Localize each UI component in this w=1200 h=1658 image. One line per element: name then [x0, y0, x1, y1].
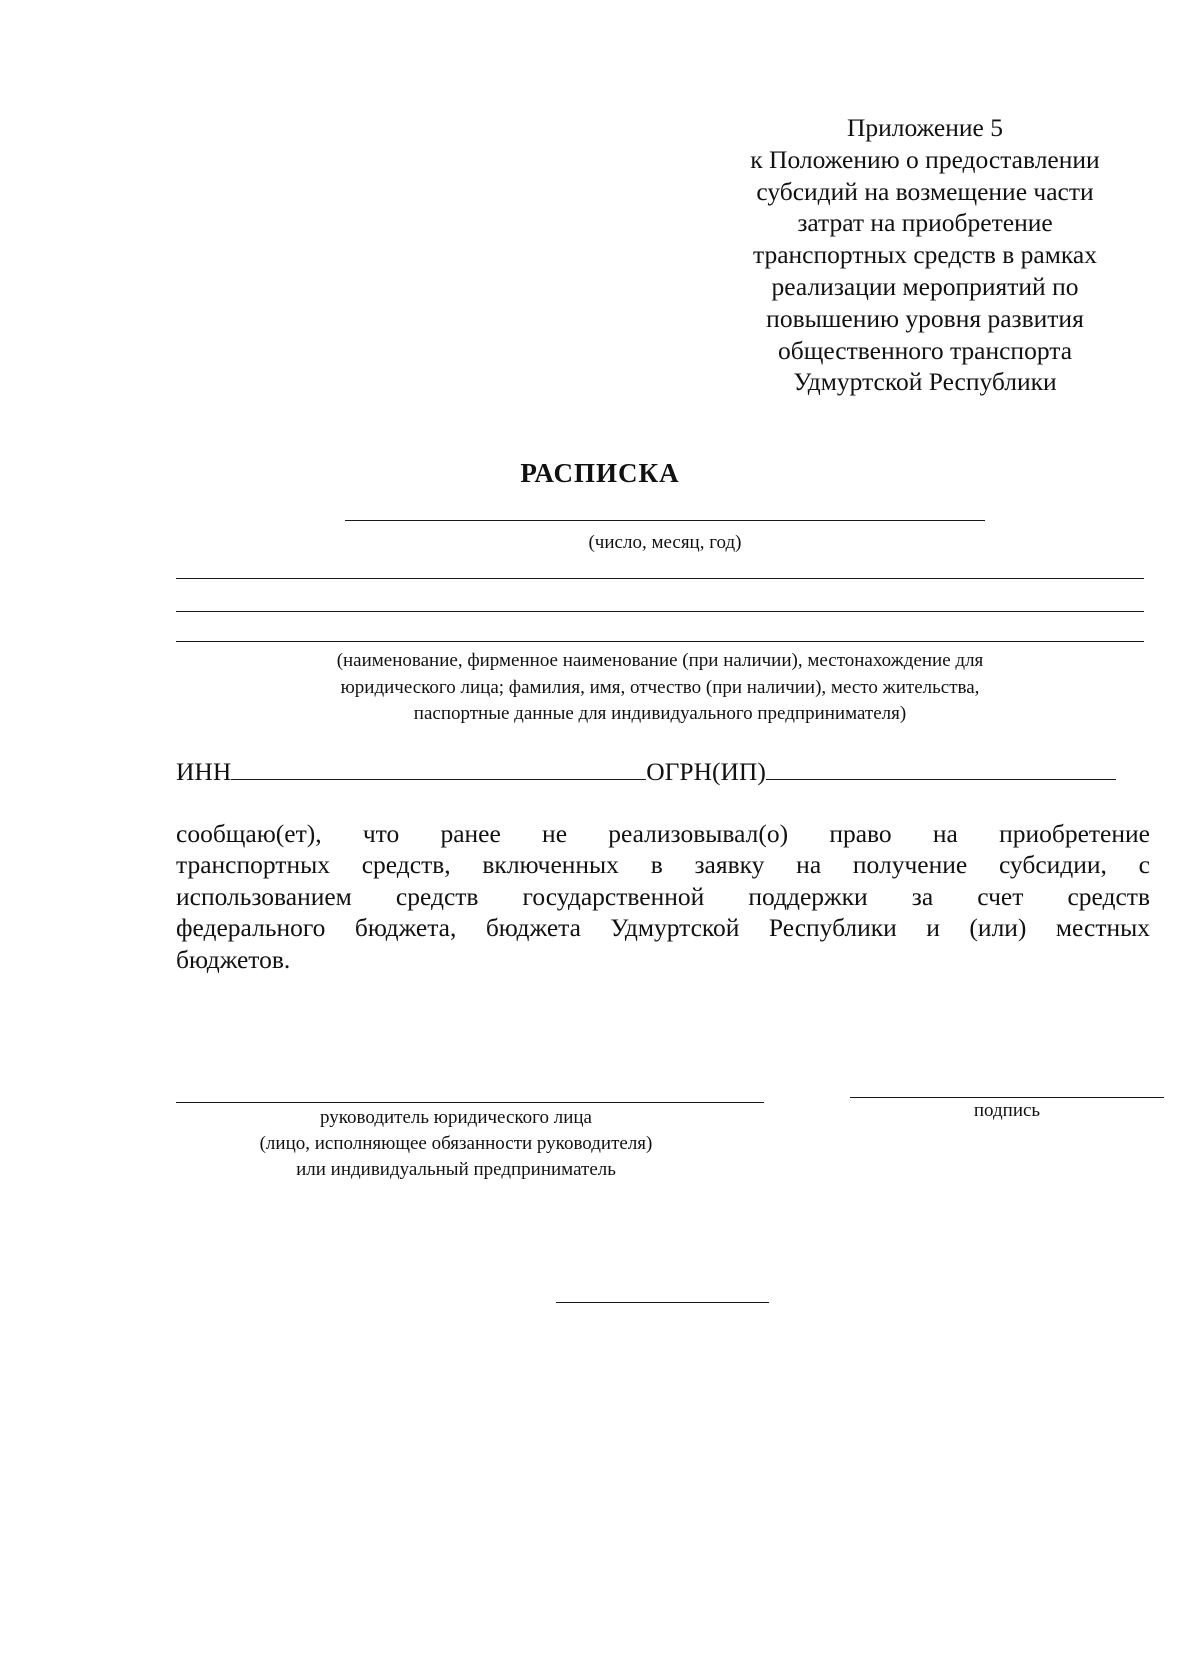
statement-line: транспортных средств, включенных в заявку на получение субсидии, с	[176, 850, 1150, 880]
statement-line: использованием средств государственной поддержки за счет средств	[176, 881, 1150, 911]
appendix-line: реализации мероприятий по	[771, 271, 1079, 301]
head-name-line[interactable]	[176, 1102, 764, 1103]
appendix-line: общественного транспорта	[777, 335, 1073, 365]
appendix-line: повышению уровня развития	[766, 303, 1084, 333]
signature-line[interactable]	[850, 1097, 1164, 1098]
ogrn-label: ОГРН(ИП)	[646, 757, 766, 786]
name-line-2[interactable]	[176, 611, 1144, 612]
date-caption-text: (число, месяц, год)	[588, 532, 742, 553]
signature-caption: подпись	[973, 1100, 1041, 1121]
name-caption-line: паспортные данные для индивидуального предпринимателя)	[413, 703, 907, 724]
appendix-line: транспортных средств в рамках	[753, 240, 1097, 270]
name-caption-line: юридического лица; фамилия, имя, отчество (при наличии), место жительства,	[340, 676, 980, 698]
name-line-1[interactable]	[176, 578, 1144, 579]
inn-ogrn-row	[176, 757, 1116, 787]
head-caption	[176, 1105, 736, 1183]
appendix-line: Удмуртской Республики	[793, 367, 1057, 397]
name-caption	[176, 648, 1144, 728]
appendix-line: субсидий на возмещение части	[756, 176, 1094, 206]
head-caption-line: или индивидуальный предприниматель	[296, 1159, 616, 1180]
appendix-header	[705, 112, 1145, 398]
appendix-line: к Положению о предоставлении	[750, 144, 1100, 174]
closing-separator	[556, 1302, 769, 1303]
head-caption-line: руководитель юридического лица	[320, 1107, 592, 1128]
inn-field[interactable]	[231, 761, 646, 780]
statement-line: сообщаю(ет), что ранее не реализовывал(о) право на приобретение	[176, 819, 1150, 848]
statement-paragraph	[176, 818, 1150, 975]
name-caption-line: (наименование, фирменное наименование (при наличии), местонахождение для	[336, 650, 984, 671]
document-title: РАСПИСКА	[520, 458, 680, 488]
date-line[interactable]	[345, 520, 985, 521]
head-caption-line: (лицо, исполняющее обязанности руководителя)	[259, 1133, 653, 1154]
statement-line: федерального бюджета, бюджета Удмуртской Республики и (или) местных	[176, 913, 1150, 943]
ogrn-field[interactable]	[766, 761, 1116, 780]
statement-line: бюджетов.	[176, 944, 291, 974]
name-line-3[interactable]	[176, 641, 1144, 642]
appendix-line: Приложение 5	[847, 113, 1003, 142]
appendix-line: затрат на приобретение	[797, 208, 1053, 238]
date-caption	[345, 530, 985, 557]
inn-label: ИНН	[176, 757, 232, 786]
